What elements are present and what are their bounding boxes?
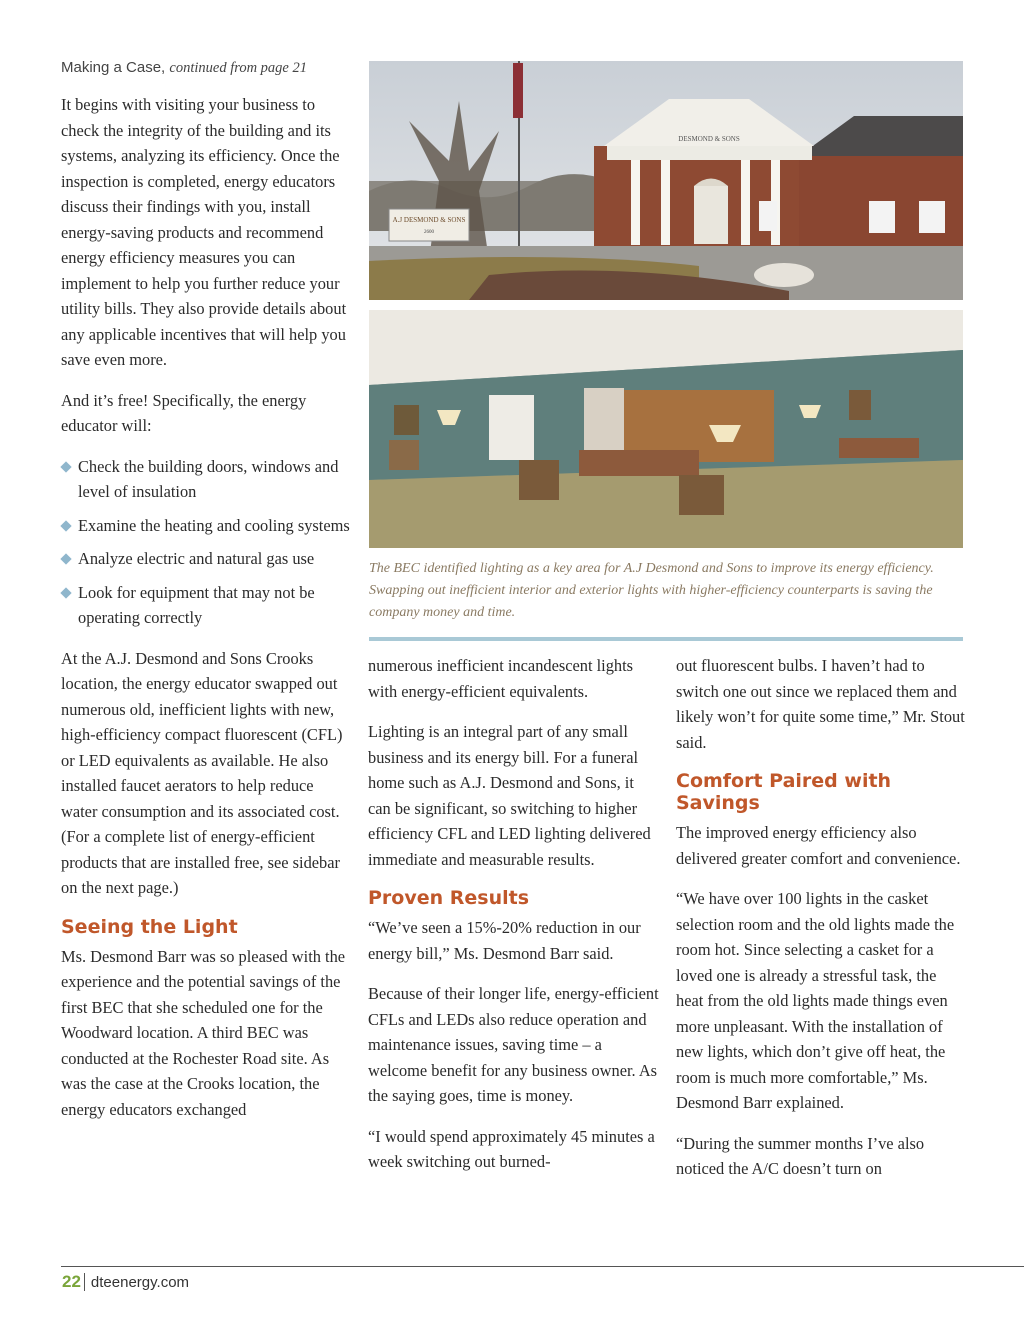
diamond-bullet-icon xyxy=(60,520,71,531)
article-column-1 xyxy=(61,56,351,1137)
paragraph: Lighting is an integral part of any small business and its energy bill. For a funeral home such as A.J. Desmond and Sons, it can be significant, so switching to higher efficiency CFL and LED lighting delivered immediate and measurable results. xyxy=(368,722,651,869)
section-heading-comfort-paired-with-savings: Comfort Paired with Savings xyxy=(676,770,892,814)
building-exterior-illustration xyxy=(369,61,963,300)
paragraph: The improved energy efficiency also delivered greater comfort and convenience. xyxy=(676,823,961,868)
bullet-list xyxy=(61,454,351,631)
diamond-bullet-icon xyxy=(60,461,71,472)
pediment-lettering: DESMOND & SONS xyxy=(678,135,740,143)
paragraph: And it’s free! Specifically, the energy educator will: xyxy=(61,390,307,435)
diamond-bullet-icon xyxy=(60,587,71,598)
footer-separator xyxy=(84,1273,85,1291)
paragraph: It begins with visiting your business to check the integrity of the building and its systems, analyzing its efficiency. Once the inspection is completed, energy educators discuss their findings with you, install energy-saving products and recommend energy efficiency measures you can implement to help you further reduce your utility bills. They also provide details about any applicable incentives that will help you save even more. xyxy=(61,95,347,369)
diamond-bullet-icon xyxy=(60,553,71,564)
paragraph: “I would spend approximately 45 minutes a week switching out burned- xyxy=(368,1126,655,1171)
paragraph: “During the summer months I’ve also noticed the A/C doesn’t turn on xyxy=(676,1133,925,1178)
paragraph: numerous inefficient incandescent lights with energy-efficient equivalents. xyxy=(368,656,634,701)
list-item: Analyze electric and natural gas use xyxy=(61,546,351,572)
section-heading-proven-results: Proven Results xyxy=(368,887,530,909)
continued-from: continued from page 21 xyxy=(169,60,307,76)
website-link[interactable]: dteenergy.com xyxy=(90,1273,190,1291)
interior-room-photo xyxy=(369,310,963,548)
article-column-2 xyxy=(368,653,660,1190)
footer-divider xyxy=(61,1266,1024,1267)
article-column-3 xyxy=(676,653,966,1197)
paragraph: “We have over 100 lights in the casket selection room and the old lights made the room hot. Since selecting a casket for a loved one is already a stressful task, the heat from the old lights made things even more unpleasant. With the installation of new lights, which don’t give off heat, the room is much more comfortable,” Ms. Desmond Barr explained. xyxy=(676,889,955,1112)
paragraph: Ms. Desmond Barr was so pleased with the experience and the potential savings of the first BEC that she scheduled one for the Woodward location. A third BEC was conducted at the Rochester Road site. As was the case at the Crooks location, the energy educators exchanged xyxy=(61,946,346,1119)
page-footer xyxy=(62,1271,189,1293)
list-item: Look for equipment that may not be operating correctly xyxy=(61,580,351,631)
paragraph: At the A.J. Desmond and Sons Crooks location, the energy educator swapped out numerous old, inefficient lights with new, high-efficiency compact fluorescent (CFL) or LED equivalents as available. He also installed faucet aerators to help reduce water consumption and its associated cost. (For a complete list of energy-efficient products that are installed free, see sidebar on the next page.) xyxy=(61,648,343,897)
list-item: Check the building doors, windows and level of insulation xyxy=(61,454,351,505)
continued-line xyxy=(61,56,351,80)
page-number: 22 xyxy=(62,1272,81,1291)
caption-divider xyxy=(369,637,963,641)
paragraph: Because of their longer life, energy-efficient CFLs and LEDs also reduce operation and maintenance issues, saving time – a welcome benefit for any business owner. As the saying goes, time is money. xyxy=(368,984,659,1105)
list-item: Examine the heating and cooling systems xyxy=(61,513,351,539)
section-heading-seeing-the-light: Seeing the Light xyxy=(61,915,238,938)
interior-illustration xyxy=(369,310,963,548)
building-exterior-photo xyxy=(369,61,963,300)
continued-label: Making a Case, xyxy=(61,59,166,76)
sign-number: 2600 xyxy=(424,230,434,235)
paragraph: out fluorescent bulbs. I haven’t had to switch one out since we replaced them and likely won’t for quite some time,” Mr. Stout said. xyxy=(676,656,965,752)
sign-lettering: A.J DESMOND & SONS xyxy=(392,216,466,224)
paragraph: “We’ve seen a 15%-20% reduction in our energy bill,” Ms. Desmond Barr said. xyxy=(368,918,641,963)
photo-caption: The BEC identified lighting as a key area for A.J Desmond and Sons to improve its energy efficiency. Swapping out inefficient interior and exterior lights with higher-efficiency counterparts is saving the company money and time. xyxy=(369,561,934,620)
